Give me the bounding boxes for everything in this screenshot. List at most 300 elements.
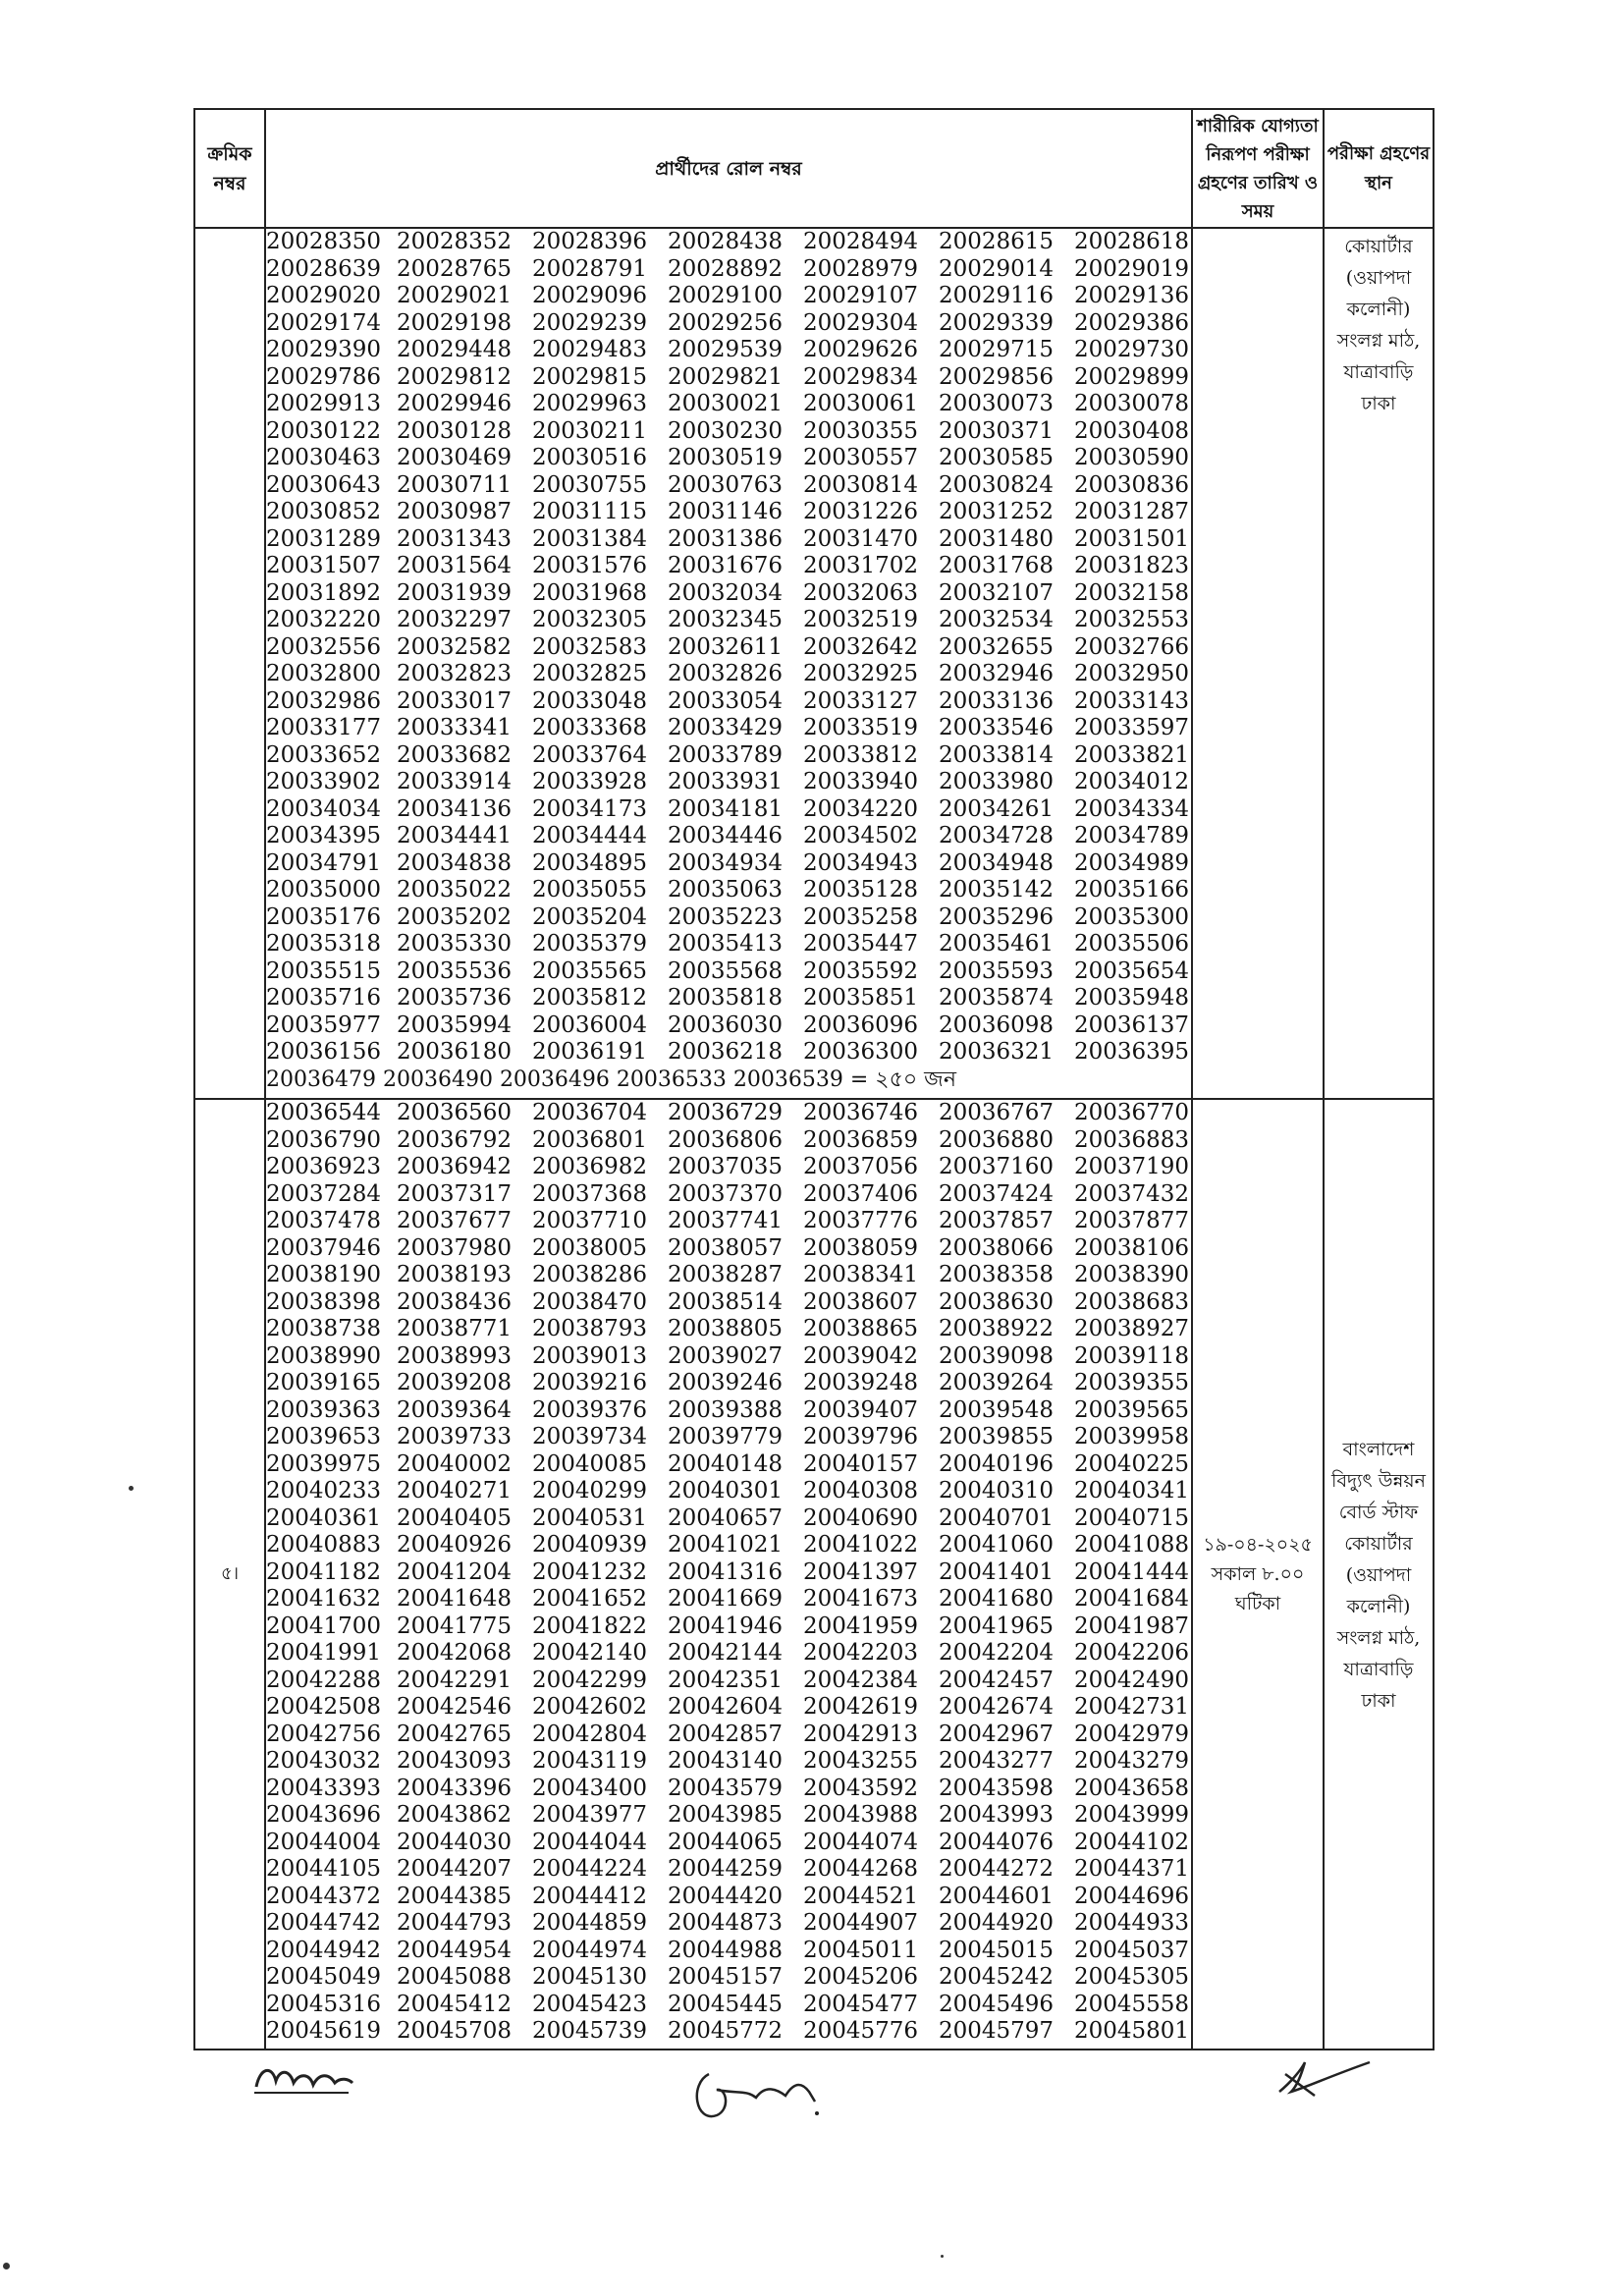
- roll-number: 20028618: [1074, 229, 1190, 254]
- roll-number: 20035851: [803, 985, 919, 1011]
- roll-number: 20032553: [1074, 607, 1190, 632]
- roll-number: 20039734: [532, 1424, 648, 1449]
- roll-number: 20040271: [397, 1478, 513, 1503]
- roll-number: 20036880: [939, 1126, 1055, 1153]
- roll-number: 20045801: [1074, 2018, 1190, 2044]
- roll-number: 20033136: [939, 687, 1055, 714]
- roll-number: 20029856: [939, 363, 1055, 390]
- roll-number: 20029815: [532, 363, 648, 390]
- roll-number: 20039027: [668, 1342, 784, 1369]
- roll-number: 20041060: [939, 1532, 1055, 1558]
- roll-number: 20035318: [266, 931, 382, 957]
- roll-number: 20031386: [668, 525, 784, 552]
- roll-number: 20029339: [939, 309, 1055, 336]
- roll-number: 20039246: [668, 1370, 784, 1395]
- roll-number: 20042068: [397, 1640, 513, 1666]
- datetime-cell: [1192, 228, 1324, 1099]
- roll-number: 20032034: [668, 579, 784, 606]
- roll-number: 20040939: [532, 1532, 648, 1558]
- roll-number: 20037877: [1074, 1208, 1190, 1233]
- roll-number: 20042299: [532, 1667, 648, 1693]
- roll-number: 20031480: [939, 525, 1055, 552]
- roll-number: 20036806: [668, 1126, 784, 1153]
- roll-number: 20045157: [668, 1964, 784, 1990]
- roll-number: 20031226: [803, 499, 919, 524]
- roll-number: 20045011: [803, 1937, 919, 1963]
- roll-number: 20033054: [668, 687, 784, 714]
- roll-number: 20033341: [397, 715, 513, 740]
- roll-number: 20044793: [397, 1910, 513, 1936]
- roll-number: 20042857: [668, 1721, 784, 1747]
- roll-number: 20038193: [397, 1262, 513, 1287]
- roll-number: 20038059: [803, 1234, 919, 1261]
- roll-number: 20044065: [668, 1829, 784, 1855]
- exam-venue: [1325, 1432, 1433, 1717]
- roll-number: 20039653: [266, 1424, 382, 1449]
- roll-number: 20041182: [266, 1558, 382, 1585]
- roll-number: 20045772: [668, 2018, 784, 2044]
- text-line: কোয়ার্টার: [1344, 236, 1413, 257]
- roll-number: 20032800: [266, 661, 382, 686]
- roll-number: 20040196: [939, 1450, 1055, 1477]
- roll-number: 20033429: [668, 715, 784, 740]
- roll-number: 20039208: [397, 1370, 513, 1395]
- roll-number: 20036191: [532, 1039, 648, 1065]
- roll-number: 20028438: [668, 229, 784, 254]
- roll-number: 20040225: [1074, 1450, 1190, 1477]
- roll-number: 20030987: [397, 499, 513, 524]
- roll-number: 20044988: [668, 1937, 784, 1963]
- roll-number: 20030073: [939, 391, 1055, 416]
- roll-number: 20035536: [397, 957, 513, 984]
- roll-number: 20039355: [1074, 1370, 1190, 1395]
- roll-number: 20039779: [668, 1424, 784, 1449]
- roll-number: 20037317: [397, 1180, 513, 1207]
- roll-number: 20034136: [397, 795, 513, 822]
- roll-number: 20037677: [397, 1208, 513, 1233]
- roll-number: 20030463: [266, 445, 382, 470]
- roll-number: 20035565: [532, 957, 648, 984]
- roll-number: 20037478: [266, 1208, 382, 1233]
- roll-number: 20031384: [532, 525, 648, 552]
- roll-number: 20038066: [939, 1234, 1055, 1261]
- roll-number: 20045496: [939, 1991, 1055, 2017]
- roll-number: 20039975: [266, 1450, 382, 1477]
- roll-number: 20041444: [1074, 1558, 1190, 1585]
- roll-number: 20039733: [397, 1424, 513, 1449]
- roll-number: 20029174: [266, 309, 382, 336]
- roll-number: 20043999: [1074, 1802, 1190, 1828]
- roll-number: 20031501: [1074, 525, 1190, 552]
- roll-number: 20036746: [803, 1100, 919, 1125]
- roll-number: 20041946: [668, 1613, 784, 1639]
- roll-number: 20039388: [668, 1396, 784, 1423]
- roll-number: 20042508: [266, 1694, 382, 1720]
- roll-number: 20036137: [1074, 1011, 1190, 1038]
- text-line: (ওয়াপদা: [1345, 267, 1412, 289]
- roll-number: 20043598: [939, 1775, 1055, 1801]
- roll-number: 20033546: [939, 715, 1055, 740]
- roll-number: 20034948: [939, 849, 1055, 876]
- roll-number: 20038514: [668, 1288, 784, 1315]
- roll-number: 20033914: [397, 769, 513, 794]
- roll-number: 20041022: [803, 1532, 919, 1558]
- roll-number: 20036982: [532, 1154, 648, 1179]
- roll-number: 20036801: [532, 1126, 648, 1153]
- roll-number: 20042731: [1074, 1694, 1190, 1720]
- roll-number: 20038286: [532, 1262, 648, 1287]
- roll-number: 20042140: [532, 1640, 648, 1666]
- roll-number: 20035413: [668, 931, 784, 957]
- roll-number: 20038738: [266, 1316, 382, 1341]
- roll-number: 20032823: [397, 661, 513, 686]
- roll-number: 20029239: [532, 309, 648, 336]
- header-place: পরীক্ষা গ্রহণের স্থান: [1324, 109, 1434, 228]
- roll-number: 20035506: [1074, 931, 1190, 957]
- roll-number: 20029386: [1074, 309, 1190, 336]
- roll-number: 20038190: [266, 1262, 382, 1287]
- roll-number: 20035447: [803, 931, 919, 957]
- roll-number: 20045619: [266, 2018, 382, 2044]
- roll-number: 20034791: [266, 849, 382, 876]
- roll-number: 20034895: [532, 849, 648, 876]
- roll-number: 20035461: [939, 931, 1055, 957]
- roll-number: 20029821: [668, 363, 784, 390]
- roll-number: 20040926: [397, 1532, 513, 1558]
- roll-number: 20029021: [397, 283, 513, 308]
- scan-speck: [3, 2263, 10, 2269]
- roll-number: 20033980: [939, 769, 1055, 794]
- roll-number: 20045049: [266, 1964, 382, 1990]
- roll-number: 20036859: [803, 1126, 919, 1153]
- roll-number: 20038630: [939, 1288, 1055, 1315]
- document-sheet: [193, 108, 1433, 2050]
- roll-number: 20044268: [803, 1856, 919, 1882]
- roll-number: 20038990: [266, 1342, 382, 1369]
- roll-number: 20035204: [532, 903, 648, 930]
- roll-number: 20040701: [939, 1504, 1055, 1531]
- roll-number: 20038607: [803, 1288, 919, 1315]
- roll-number: 20032305: [532, 607, 648, 632]
- scan-speck: [129, 1486, 134, 1491]
- roll-number: 20034728: [939, 823, 1055, 848]
- roll-number: 20035000: [266, 877, 382, 902]
- roll-number: 20038771: [397, 1316, 513, 1341]
- roll-number: 20032986: [266, 687, 382, 714]
- roll-number: 20035874: [939, 985, 1055, 1011]
- text-line: সংলগ্ন মাঠ,: [1336, 1627, 1421, 1649]
- roll-number: 20045305: [1074, 1964, 1190, 1990]
- roll-number: 20030371: [939, 417, 1055, 444]
- roll-number: 20044272: [939, 1856, 1055, 1882]
- roll-number: 20032345: [668, 607, 784, 632]
- roll-number: 20044076: [939, 1829, 1055, 1855]
- roll-number: 20041401: [939, 1558, 1055, 1585]
- roll-number: 20029136: [1074, 283, 1190, 308]
- roll-number: 20039958: [1074, 1424, 1190, 1449]
- roll-number: 20029730: [1074, 337, 1190, 362]
- roll-number: 20041204: [397, 1558, 513, 1585]
- roll-number: 20035994: [397, 1011, 513, 1038]
- roll-number: 20029100: [668, 283, 784, 308]
- roll-number: 20042804: [532, 1721, 648, 1747]
- roll-number: 20035202: [397, 903, 513, 930]
- roll-number: 20032063: [803, 579, 919, 606]
- roll-number: 20030122: [266, 417, 382, 444]
- roll-number: 20038390: [1074, 1262, 1190, 1287]
- roll-number: 20044102: [1074, 1829, 1190, 1855]
- roll-number: 20042913: [803, 1721, 919, 1747]
- roll-table: [193, 108, 1435, 2050]
- roll-number: 20043658: [1074, 1775, 1190, 1801]
- roll-number: 20041632: [266, 1586, 382, 1612]
- roll-number: 20036790: [266, 1126, 382, 1153]
- roll-number: 20029256: [668, 309, 784, 336]
- roll-number: 20037946: [266, 1234, 382, 1261]
- roll-number: 20029096: [532, 283, 648, 308]
- roll-number: 20031343: [397, 525, 513, 552]
- roll-number: 20035568: [668, 957, 784, 984]
- roll-number: 20034395: [266, 823, 382, 848]
- roll-number: 20042619: [803, 1694, 919, 1720]
- roll-list-block1: [195, 229, 1191, 1066]
- roll-number: 20038398: [266, 1288, 382, 1315]
- roll-number: 20044004: [266, 1829, 382, 1855]
- roll-number: 20039376: [532, 1396, 648, 1423]
- roll-number: 20035716: [266, 985, 382, 1011]
- scan-speck: [941, 2255, 944, 2258]
- roll-number: 20044372: [266, 1883, 382, 1909]
- roll-number: 20036180: [397, 1039, 513, 1065]
- roll-number: 20042144: [668, 1640, 784, 1666]
- roll-number: 20035128: [803, 877, 919, 902]
- roll-number: 20039165: [266, 1370, 382, 1395]
- roll-number: 20041021: [668, 1532, 784, 1558]
- roll-number: 20033143: [1074, 687, 1190, 714]
- roll-number: 20043032: [266, 1748, 382, 1774]
- roll-number: 20044942: [266, 1937, 382, 1963]
- roll-number: 20035812: [532, 985, 648, 1011]
- roll-number: 20033177: [266, 715, 382, 740]
- roll-number: 20044105: [266, 1856, 382, 1882]
- roll-number: 20034446: [668, 823, 784, 848]
- roll-number: 20044371: [1074, 1856, 1190, 1882]
- roll-number: 20045708: [397, 2018, 513, 2044]
- roll-number: 20045477: [803, 1991, 919, 2017]
- roll-number: 20038341: [803, 1262, 919, 1287]
- roll-number: 20035022: [397, 877, 513, 902]
- roll-number: 20043592: [803, 1775, 919, 1801]
- table-row: [194, 1099, 1434, 2050]
- roll-number: 20029198: [397, 309, 513, 336]
- roll-number: 20038793: [532, 1316, 648, 1341]
- roll-number: 20039796: [803, 1424, 919, 1449]
- roll-number: 20045206: [803, 1964, 919, 1990]
- roll-number: 20034444: [532, 823, 648, 848]
- roll-number: 20043093: [397, 1748, 513, 1774]
- roll-number: 20037432: [1074, 1180, 1190, 1207]
- roll-number: 20042457: [939, 1667, 1055, 1693]
- roll-number: 20032611: [668, 633, 784, 660]
- roll-number: 20040299: [532, 1478, 648, 1503]
- roll-number: 20029715: [939, 337, 1055, 362]
- roll-number: 20030755: [532, 471, 648, 498]
- roll-number: 20041965: [939, 1613, 1055, 1639]
- roll-number: 20028791: [532, 255, 648, 282]
- roll-number: 20030355: [803, 417, 919, 444]
- roll-number: 20044030: [397, 1829, 513, 1855]
- roll-number: 20031252: [939, 499, 1055, 524]
- roll-number: 20045739: [532, 2018, 648, 2044]
- roll-number: 20038005: [532, 1234, 648, 1261]
- roll-number: 20044920: [939, 1910, 1055, 1936]
- roll-number: 20044044: [532, 1829, 648, 1855]
- roll-number: 20040657: [668, 1504, 784, 1531]
- roll-number: 20036560: [397, 1100, 513, 1125]
- roll-number: 20037284: [266, 1180, 382, 1207]
- text-line: সংলগ্ন মাঠ,: [1336, 330, 1421, 352]
- roll-number: 20036792: [397, 1126, 513, 1153]
- roll-number: 20039565: [1074, 1396, 1190, 1423]
- roll-number: 20045015: [939, 1937, 1055, 1963]
- roll-number: 20043977: [532, 1802, 648, 1828]
- roll-cell: [265, 1099, 1192, 2050]
- roll-number: 20040308: [803, 1478, 919, 1503]
- roll-number: 20037370: [668, 1180, 784, 1207]
- roll-number: 20035055: [532, 877, 648, 902]
- roll-number: 20042490: [1074, 1667, 1190, 1693]
- roll-number: 20031470: [803, 525, 919, 552]
- roll-number: 20033368: [532, 715, 648, 740]
- roll-number: 20042674: [939, 1694, 1055, 1720]
- roll-number: 20032655: [939, 633, 1055, 660]
- roll-number: 20029899: [1074, 363, 1190, 390]
- roll-number: 20034838: [397, 849, 513, 876]
- roll-number: 20041397: [803, 1558, 919, 1585]
- roll-number: 20042765: [397, 1721, 513, 1747]
- roll-number: 20044521: [803, 1883, 919, 1909]
- roll-number: 20036767: [939, 1100, 1055, 1125]
- roll-number: 20045445: [668, 1991, 784, 2017]
- roll-number: 20033519: [803, 715, 919, 740]
- roll-number: 20038436: [397, 1288, 513, 1315]
- roll-number: 20043988: [803, 1802, 919, 1828]
- roll-number: 20028615: [939, 229, 1055, 254]
- roll-number: 20045558: [1074, 1991, 1190, 2017]
- roll-number: 20035736: [397, 985, 513, 1011]
- roll-number: 20040233: [266, 1478, 382, 1503]
- roll-number: 20031676: [668, 553, 784, 578]
- roll-number: 20037160: [939, 1154, 1055, 1179]
- roll-number: 20044873: [668, 1910, 784, 1936]
- roll-number: 20037424: [939, 1180, 1055, 1207]
- roll-number: 20038358: [939, 1262, 1055, 1287]
- roll-number: 20030814: [803, 471, 919, 498]
- roll-number: 20032583: [532, 633, 648, 660]
- roll-number: 20043579: [668, 1775, 784, 1801]
- roll-number: 20035223: [668, 903, 784, 930]
- roll-number: 20043985: [668, 1802, 784, 1828]
- roll-number: 20030590: [1074, 445, 1190, 470]
- roll-number: 20045316: [266, 1991, 382, 2017]
- roll-number: 20032297: [397, 607, 513, 632]
- roll-number: 20040531: [532, 1504, 648, 1531]
- roll-number: 20039407: [803, 1396, 919, 1423]
- roll-number: 20043400: [532, 1775, 648, 1801]
- roll-number: 20041822: [532, 1613, 648, 1639]
- roll-number: 20030519: [668, 445, 784, 470]
- place-cell: [1324, 1099, 1434, 2050]
- roll-number: 20037980: [397, 1234, 513, 1261]
- roll-number: 20041669: [668, 1586, 784, 1612]
- roll-number: 20035592: [803, 957, 919, 984]
- roll-number: 20030836: [1074, 471, 1190, 498]
- roll-number: 20039364: [397, 1396, 513, 1423]
- roll-cell: [265, 228, 1192, 1099]
- roll-number: 20029019: [1074, 255, 1190, 282]
- roll-number: 20044074: [803, 1829, 919, 1855]
- roll-number: 20039264: [939, 1370, 1055, 1395]
- roll-number: 20043393: [266, 1775, 382, 1801]
- roll-number: 20028979: [803, 255, 919, 282]
- roll-number: 20032582: [397, 633, 513, 660]
- roll-number: 20044420: [668, 1883, 784, 1909]
- roll-number: 20032825: [532, 661, 648, 686]
- roll-number: 20042291: [397, 1667, 513, 1693]
- roll-number: 20031702: [803, 553, 919, 578]
- header-roll: প্রার্থীদের রোল নম্বর: [265, 109, 1192, 228]
- roll-number: 20033017: [397, 687, 513, 714]
- roll-number: 20038106: [1074, 1234, 1190, 1261]
- roll-number: 20030408: [1074, 417, 1190, 444]
- roll-number: 20045037: [1074, 1937, 1190, 1963]
- roll-number: 20037406: [803, 1180, 919, 1207]
- roll-number: 20041684: [1074, 1586, 1190, 1612]
- roll-number: 20035654: [1074, 957, 1190, 984]
- roll-number: 20039548: [939, 1396, 1055, 1423]
- roll-number: 20028350: [266, 229, 382, 254]
- roll-number: 20034261: [939, 795, 1055, 822]
- table-row: [194, 228, 1434, 1099]
- roll-number: 20040405: [397, 1504, 513, 1531]
- roll-number: 20029448: [397, 337, 513, 362]
- roll-number: 20034220: [803, 795, 919, 822]
- roll-number: 20045088: [397, 1964, 513, 1990]
- roll-number: 20044696: [1074, 1883, 1190, 1909]
- serial-number: ৫।: [194, 1099, 265, 2050]
- roll-number: 20043862: [397, 1802, 513, 1828]
- roll-number: 20042602: [532, 1694, 648, 1720]
- roll-number: 20038287: [668, 1262, 784, 1287]
- roll-number: 20044933: [1074, 1910, 1190, 1936]
- roll-number: 20044385: [397, 1883, 513, 1909]
- roll-number: 20033814: [939, 741, 1055, 768]
- roll-number: 20032766: [1074, 633, 1190, 660]
- roll-number: 20040690: [803, 1504, 919, 1531]
- roll-number: 20038927: [1074, 1316, 1190, 1341]
- roll-number: 20043279: [1074, 1748, 1190, 1774]
- header-datetime: শারীরিক যোগ্যতা নিরূপণ পরীক্ষা গ্রহণের তারিখ ও সময়: [1192, 109, 1324, 228]
- roll-number: 20037035: [668, 1154, 784, 1179]
- roll-number: 20036544: [266, 1100, 382, 1125]
- roll-number: 20030763: [668, 471, 784, 498]
- roll-number: 20041700: [266, 1613, 382, 1639]
- roll-number: 20039098: [939, 1342, 1055, 1369]
- roll-number: 20042967: [939, 1721, 1055, 1747]
- roll-number: 20037710: [532, 1208, 648, 1233]
- roll-number: 20036004: [532, 1011, 648, 1038]
- roll-number: 20036770: [1074, 1100, 1190, 1125]
